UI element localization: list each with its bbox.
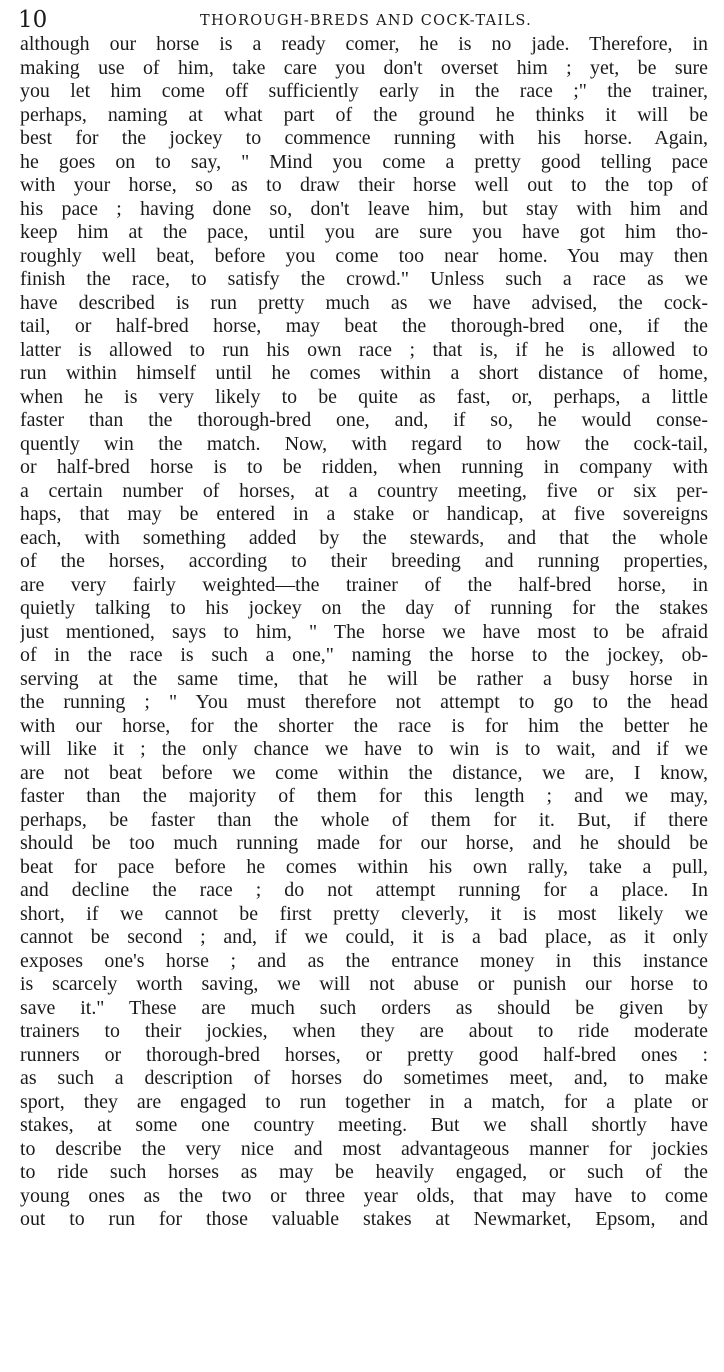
text-line: exposes one's horse ; and as the entrance money in this instance bbox=[20, 949, 708, 972]
text-line: stakes, at some one country meeting. But we shall shortly have bbox=[20, 1114, 708, 1136]
text-line: each, with something added by the stewards, and that the whole bbox=[20, 526, 708, 549]
text-line: are very fairly weighted—the trainer of the half-bred horse, in bbox=[20, 573, 708, 596]
text-line: to describe the very nice and most advantageous manner for jockies bbox=[20, 1137, 708, 1160]
text-line: perhaps, be faster than the whole of them for it. But, if there bbox=[20, 808, 708, 831]
text-line: with your horse, so as to draw their horse well out to the top of bbox=[20, 174, 708, 196]
text-line: tail, or half-bred horse, may beat the thorough-bred one, if the bbox=[20, 315, 708, 337]
text-line: out to run for those valuable stakes at Newmarket, Epsom, and bbox=[20, 1208, 708, 1230]
text-line: sport, they are engaged to run together in a match, for a plate or bbox=[20, 1090, 708, 1113]
text-line: faster than the thorough-bred one, and, if so, he would conse- bbox=[20, 409, 708, 431]
text-line: perhaps, naming at what part of the ground he thinks it will be bbox=[20, 103, 708, 126]
text-line: making use of him, take care you don't overset him ; yet, be sure bbox=[20, 56, 708, 79]
text-line: of the horses, according to their breeding and running properties, bbox=[20, 550, 708, 572]
text-line: he goes on to say, " Mind you come a pretty good telling pace bbox=[20, 150, 708, 173]
text-line: a certain number of horses, at a country meeting, five or six per- bbox=[20, 479, 708, 502]
text-line: the running ; " You must therefore not attempt to go to the head bbox=[20, 691, 708, 713]
text-line: with our horse, for the shorter the race is for him the better he bbox=[20, 714, 708, 737]
text-line: quently win the match. Now, with regard to how the cock-tail, bbox=[20, 432, 708, 455]
running-head bbox=[18, 6, 714, 34]
text-line: beat for pace before he comes within his own rally, take a pull, bbox=[20, 855, 708, 878]
text-line: run within himself until he comes within a short distance of home, bbox=[20, 362, 708, 384]
text-line: latter is allowed to run his own race ; that is, if he is allowed to bbox=[20, 338, 708, 361]
text-line: cannot be second ; and, if we could, it is a bad place, as it only bbox=[20, 926, 708, 948]
text-line: faster than the majority of them for this length ; and we may, bbox=[20, 785, 708, 807]
text-line: finish the race, to satisfy the crowd." Unless such a race as we bbox=[20, 268, 708, 290]
text-line: is scarcely worth saving, we will not abuse or punish our horse to bbox=[20, 973, 708, 995]
running-title: THOROUGH-BREDS AND COCK-TAILS. bbox=[199, 13, 533, 29]
text-line: just mentioned, says to him, " The horse we have most to be afraid bbox=[20, 620, 708, 643]
text-line: are not beat before we come within the distance, we are, I know, bbox=[20, 761, 708, 784]
text-line: of in the race is such a one," naming the horse to the jockey, ob- bbox=[20, 644, 708, 666]
text-line: will like it ; the only chance we have to win is to wait, and if we bbox=[20, 738, 708, 760]
text-line: keep him at the pace, until you are sure you have got him tho- bbox=[20, 221, 708, 243]
text-line: you let him come off sufficiently early in the race ;" the trainer, bbox=[20, 80, 708, 102]
text-line: and decline the race ; do not attempt running for a place. In bbox=[20, 879, 708, 901]
text-line: have described is run pretty much as we have advised, the cock- bbox=[20, 291, 708, 314]
text-line: best for the jockey to commence running with his horse. Again, bbox=[20, 127, 708, 149]
text-line: save it." These are much such orders as should be given by bbox=[20, 996, 708, 1019]
text-line: when he is very likely to be quite as fast, or, perhaps, a little bbox=[20, 385, 708, 408]
text-line: runners or thorough-bred horses, or pretty good half-bred ones : bbox=[20, 1043, 708, 1066]
text-line: to ride such horses as may be heavily engaged, or such of the bbox=[20, 1161, 708, 1183]
text-line: although our horse is a ready comer, he is no jade. Therefore, in bbox=[20, 33, 708, 55]
text-line: as such a description of horses do sometimes meet, and, to make bbox=[20, 1067, 708, 1089]
page-number: 10 bbox=[18, 7, 48, 33]
body-text bbox=[20, 33, 708, 1232]
text-line: quietly talking to his jockey on the day of running for the stakes bbox=[20, 597, 708, 619]
text-line: serving at the same time, that he will be rather a busy horse in bbox=[20, 667, 708, 690]
text-line: or half-bred horse is to be ridden, when running in company with bbox=[20, 456, 708, 478]
text-line: should be too much running made for our horse, and he should be bbox=[20, 832, 708, 854]
text-line: his pace ; having done so, don't leave him, but stay with him and bbox=[20, 197, 708, 220]
text-line: haps, that may be entered in a stake or handicap, at five sovereigns bbox=[20, 503, 708, 525]
text-line: trainers to their jockies, when they are about to ride moderate bbox=[20, 1020, 708, 1042]
text-line: roughly well beat, before you come too near home. You may then bbox=[20, 244, 708, 267]
text-line: short, if we cannot be first pretty cleverly, it is most likely we bbox=[20, 902, 708, 925]
text-line: young ones as the two or three year olds, that may have to come bbox=[20, 1184, 708, 1207]
